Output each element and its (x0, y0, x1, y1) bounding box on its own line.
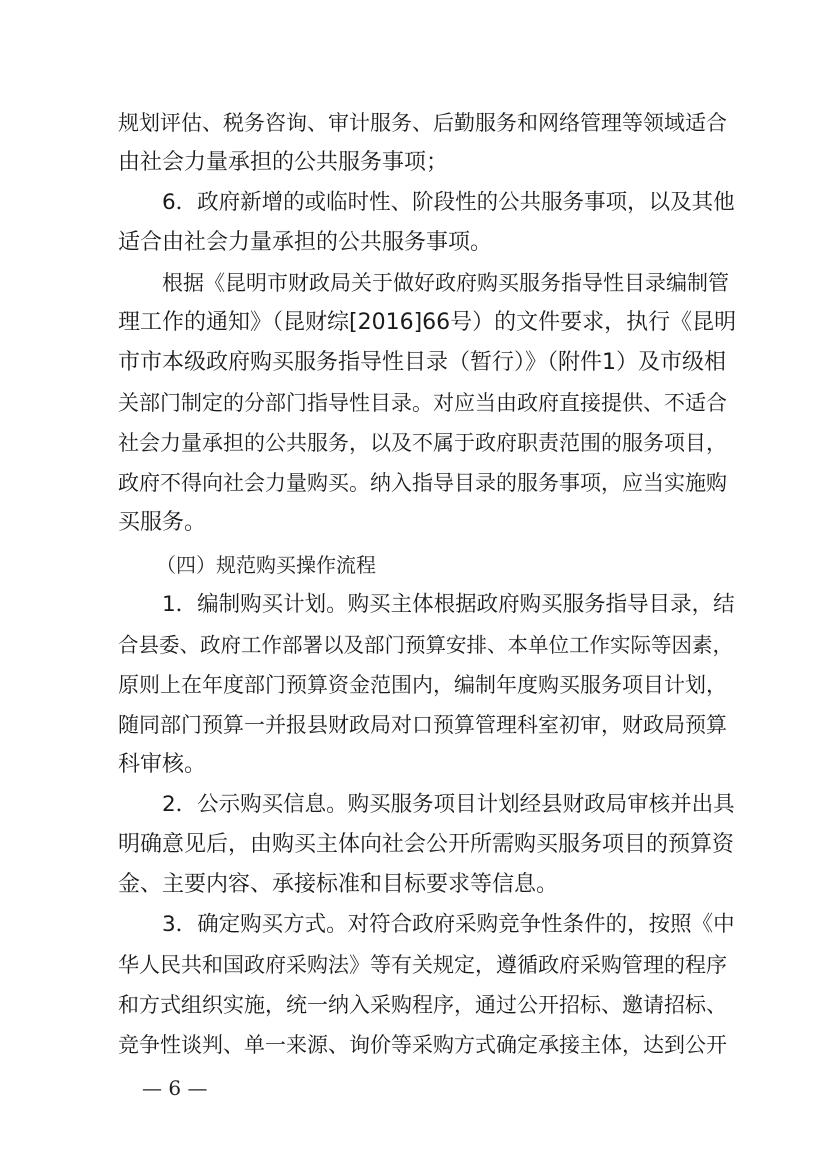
text-line: 明确意见后，由购买主体向社会公开所需购买服务项目的预算资 (118, 832, 735, 857)
text-line: 1．编制购买计划。购买主体根据政府购买服务指导目录，结 (162, 592, 735, 617)
text-line: 适合由社会力量承担的公共服务事项。 (118, 230, 493, 255)
text-line: 理工作的通知》（昆财综[2016]66号）的文件要求，执行《昆明 (118, 310, 737, 335)
text-line: 3．确定购买方式。对符合政府采购竞争性条件的，按照《中 (162, 912, 735, 937)
section-heading: （四）规范购买操作流程 (156, 553, 376, 577)
text-line: 关部门制定的分部门指导性目录。对应当由政府直接提供、不适合 (118, 391, 727, 415)
text-line: 科审核。 (118, 752, 207, 777)
text-line: 2．公示购买信息。购买服务项目计划经县财政局审核并出具 (162, 792, 735, 817)
text-line: 根据《昆明市财政局关于做好政府购买服务指导性目录编制管 (162, 271, 729, 295)
text-line: 社会力量承担的公共服务，以及不属于政府职责范围的服务项目， (118, 431, 727, 455)
text-line: 政府不得向社会力量购买。纳入指导目录的服务事项，应当实施购 (118, 471, 727, 495)
text-line: 市市本级政府购买服务指导性目录（暂行）》（附件1）及市级相 (118, 350, 726, 375)
text-line: 华人民共和国政府采购法》等有关规定，遵循政府采购管理的程序 (118, 953, 727, 977)
text-line: 由社会力量承担的公共服务事项； (118, 150, 449, 175)
text-line: 规划评估、税务咨询、审计服务、后勤服务和网络管理等领域适合 (118, 111, 727, 135)
text-line: 随同部门预算一并报县财政局对口预算管理科室初审，财政局预算 (118, 713, 727, 737)
text-line: 买服务。 (118, 510, 207, 535)
text-line: 原则上在年度部门预算资金范围内，编制年度购买服务项目计划， (118, 673, 727, 697)
page-number: — 6 — (142, 1076, 208, 1100)
text-line: 竞争性谈判、单一来源、询价等采购方式确定承接主体，达到公开 (118, 1033, 727, 1057)
text-line: 合县委、政府工作部署以及部门预算安排、本单位工作实际等因素， (118, 633, 733, 657)
text-line: 金、主要内容、承接标准和目标要求等信息。 (118, 872, 559, 897)
text-line: 6．政府新增的或临时性、阶段性的公共服务事项，以及其他 (162, 190, 735, 215)
text-line: 和方式组织实施，统一纳入采购程序，通过公开招标、邀请招标、 (118, 993, 727, 1017)
